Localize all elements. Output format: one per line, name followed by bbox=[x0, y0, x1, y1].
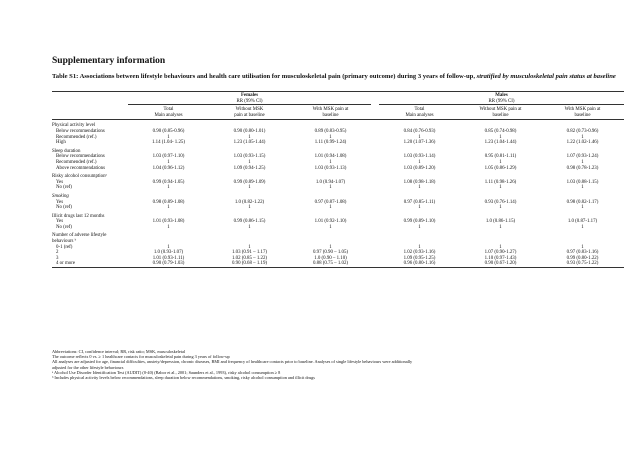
table-cell: 0.90 (0.68 – 1.19) bbox=[231, 261, 268, 267]
column-header bbox=[128, 105, 209, 120]
table-cell: 0.97 (0.83-1.16) bbox=[566, 250, 599, 256]
group-males bbox=[379, 92, 624, 104]
table-cell: 1 bbox=[329, 134, 332, 140]
table-cell: 0.99 (0.80-1.22) bbox=[566, 255, 599, 261]
column-header bbox=[460, 105, 541, 120]
section-title: Physical activity level bbox=[52, 123, 96, 129]
table-note: ᵇ Includes physical activity levels below recommendations, sleep duration below recommendations, smoking, risky alcohol consumption and illicit drugs bbox=[52, 375, 315, 381]
table-cell: 1.11 (0.98-1.26) bbox=[484, 179, 517, 185]
table-cell: 0.98 (0.82-1.17) bbox=[566, 199, 599, 205]
table-notes bbox=[52, 349, 624, 380]
table-cell: 1.10 (0.97-1.43) bbox=[484, 255, 517, 261]
row-label: Recommended (ref.) bbox=[56, 159, 97, 165]
column-header bbox=[541, 105, 624, 120]
table-cell: 0.99 (0.86-1.15) bbox=[233, 219, 266, 225]
table-cell: 0.99 (0.89-1.09) bbox=[233, 179, 266, 185]
table-cell: 1.09 (0.94-1.25) bbox=[233, 165, 266, 171]
table-cell: 1 bbox=[248, 205, 251, 211]
row-label: 0-1 (ref) bbox=[56, 244, 73, 250]
section-header-row bbox=[52, 120, 624, 129]
column-header-line1: Total bbox=[163, 107, 174, 113]
table-cell: 1 bbox=[248, 134, 251, 140]
table-cell: 1.23 (1.05-1.44) bbox=[233, 140, 266, 146]
table-cell: 1.01 (0.93-1.08) bbox=[152, 219, 185, 225]
table-caption bbox=[52, 73, 622, 81]
table-cell: 0.89 (0.83-0.95) bbox=[314, 128, 347, 134]
column-header-line2: Main analyses bbox=[405, 112, 434, 118]
column-header-line1: Without MSK pain at bbox=[479, 107, 522, 113]
table-cell: 1.07 (0.90-1.27) bbox=[484, 250, 517, 256]
row-label: Yes bbox=[56, 219, 64, 225]
table-cell: 1 bbox=[581, 205, 584, 211]
row-label: Yes bbox=[56, 199, 64, 205]
table-cell: 0.97 (0.90 – 1.05) bbox=[312, 250, 349, 256]
table-cell: 1.07 (0.93-1.24) bbox=[566, 154, 599, 160]
section-header-row bbox=[52, 171, 624, 180]
row-label: 4 or more bbox=[56, 261, 76, 267]
table-cell: 0.95 (0.81-1.11) bbox=[484, 154, 517, 160]
table-cell: 1 bbox=[418, 205, 421, 211]
table-cell: 1 bbox=[418, 185, 421, 191]
table-cell: 1.22 (1.02-1.46) bbox=[566, 140, 599, 146]
table-cell: 0.93 (0.75-1.22) bbox=[566, 261, 599, 267]
table-cell: 1 bbox=[581, 134, 584, 140]
table-cell: 0.90 (0.79-1.03) bbox=[152, 261, 185, 267]
column-header-line1: With MSK pain at bbox=[312, 107, 349, 113]
table-cell: 1.01 (0.92-1.10) bbox=[314, 219, 347, 225]
table-cell: 1.03 (0.93-1.13) bbox=[314, 165, 347, 171]
table-cell: 1 bbox=[499, 205, 502, 211]
table-note: Abbreviations: CI, confidence interval; RR, risk ratio; MSK, musculoskeletal bbox=[52, 349, 186, 354]
table-cell: 1 bbox=[329, 185, 332, 191]
table-cell: 1.11 (0.99-1.24) bbox=[314, 140, 347, 146]
column-header bbox=[379, 105, 460, 120]
section-header-row bbox=[52, 191, 624, 200]
table-cell: 1.08 (0.98-1.18) bbox=[403, 179, 436, 185]
table-cell: 1.01 (0.94-1.08) bbox=[314, 154, 347, 160]
group-title: Females bbox=[240, 93, 259, 98]
table-cell: 1.0 (0.90 – 1.10) bbox=[314, 255, 347, 261]
table-cell: 1 bbox=[167, 224, 170, 230]
table-cell: 1 bbox=[248, 159, 251, 165]
caption-emphasis: stratified by musculoskeletal pain status at baseline bbox=[476, 73, 616, 80]
table-cell: 1 bbox=[499, 134, 502, 140]
section-title: Risky alcohol consumptionᵃ bbox=[52, 174, 107, 180]
table-cell: 0.88 (0.75 – 1.02) bbox=[312, 261, 349, 267]
table-cell: 1.0 (0.87-1.17) bbox=[567, 219, 598, 225]
row-label: Above recommendations bbox=[56, 165, 106, 171]
column-header bbox=[209, 105, 290, 120]
table-cell: 0.98 (0.78-1.23) bbox=[566, 165, 599, 171]
row-label: 3 bbox=[56, 255, 59, 261]
table-cell: 0.93 (0.76-1.14) bbox=[484, 199, 517, 205]
table-cell: 1.03 (0.97-1.10) bbox=[152, 154, 185, 160]
group-females bbox=[128, 92, 371, 104]
table-cell: 1 bbox=[499, 159, 502, 165]
table-note: ᵃ Alcohol Use Disorder Identification Test (AUDIT) (0-40) (Babor et al., 2001; Saunders et al., 1993), risky alcohol consumption ≥ 8 bbox=[52, 369, 281, 375]
row-label: No (ref) bbox=[56, 205, 72, 211]
table-cell: 0.99 (0.89-1.10) bbox=[403, 219, 436, 225]
table-cell: 0.84 (0.76-0.93) bbox=[403, 128, 436, 134]
table-cell: 1.03 (0.89-1.20) bbox=[403, 165, 436, 171]
page-heading: Supplementary information bbox=[52, 56, 166, 66]
group-subtitle: RR (99% CI) bbox=[236, 98, 263, 104]
group-title: Males bbox=[495, 93, 508, 98]
table-cell: 1 bbox=[167, 205, 170, 211]
table-cell: 1 bbox=[248, 185, 251, 191]
section-header-row bbox=[52, 211, 624, 220]
table-cell: 0.90 (0.85-0.96) bbox=[152, 128, 185, 134]
table-cell: 1.03 (0.93-1.15) bbox=[233, 154, 266, 160]
column-header-line2: Main analyses bbox=[154, 112, 183, 118]
table-cell: 1 bbox=[329, 159, 332, 165]
table-cell: 0.97 (0.85-1.11) bbox=[403, 199, 436, 205]
table-cell: 1 bbox=[418, 224, 421, 230]
table-note: adjusted for the other lifestyle behaviours bbox=[52, 364, 124, 370]
table-cell: 1 bbox=[329, 205, 332, 211]
table-cell: 1.02 (0.93-1.16) bbox=[403, 250, 436, 256]
table-cell: 1.02 (0.85 – 1.22) bbox=[231, 255, 268, 261]
column-header-line2: pain at baseline bbox=[234, 112, 265, 118]
table-cell: 1 bbox=[248, 224, 251, 230]
table-cell: 1.03 (0.88-1.15) bbox=[566, 179, 599, 185]
table-cell: 1 bbox=[499, 185, 502, 191]
table-cell: 1.14 (1.04- 1.25) bbox=[151, 140, 185, 146]
table-cell: 1.0 (0.93-1.07) bbox=[153, 250, 184, 256]
row-label: No (ref) bbox=[56, 224, 72, 230]
table-cell: 1.0 (0.82-1.22) bbox=[234, 199, 265, 205]
table-cell: 1.09 (0.95-1.25) bbox=[403, 255, 436, 261]
table-cell: 1.03 (0.91 – 1.17) bbox=[231, 250, 268, 256]
table-cell: 0.97 (0.87-1.08) bbox=[314, 199, 347, 205]
table-note: The outcome reflects 0 vs. ≥ 1 healthcare contacts for musculoskeletal pain during 3 years of follow-up bbox=[52, 354, 230, 360]
table-cell: 1 bbox=[329, 224, 332, 230]
row-label: Yes bbox=[56, 179, 64, 185]
table-cell: 1.0 (0.94-1.07) bbox=[315, 179, 346, 185]
table-cell: 1 bbox=[248, 244, 251, 250]
table-cell: 1.20 (1.07-1.36) bbox=[403, 140, 436, 146]
section-title: Illicit drugs last 12 months bbox=[52, 213, 105, 219]
table-cell: 0.85 (0.74-0.98) bbox=[484, 128, 517, 134]
group-subtitle: RR (99% CI) bbox=[488, 98, 515, 104]
table-cell: 1 bbox=[329, 244, 332, 250]
table-cell: 1 bbox=[499, 224, 502, 230]
table-cell: 0.96 (0.80-1.16) bbox=[403, 261, 436, 267]
section-header-row bbox=[52, 146, 624, 155]
table-cell: 0.82 (0.73-0.96) bbox=[566, 128, 599, 134]
table-cell: 0.99 (0.94-1.05) bbox=[152, 179, 185, 185]
table-cell: 1 bbox=[167, 159, 170, 165]
row-label: High bbox=[56, 140, 66, 146]
table-cell: 0.98 (0.89-1.08) bbox=[152, 199, 185, 205]
table-cell: 1 bbox=[167, 134, 170, 140]
section-title: Sleep duration bbox=[52, 148, 81, 154]
table-cell: 1 bbox=[581, 224, 584, 230]
table-cell: 1.05 (0.86-1.29) bbox=[484, 165, 517, 171]
row-label: Below recommendations bbox=[56, 128, 105, 134]
table-cell: 1 bbox=[581, 159, 584, 165]
table-cell: 1.23 (1.04-1.44) bbox=[484, 140, 517, 146]
section-header-row bbox=[52, 230, 624, 244]
table-cell: 1.04 (0.96-1.12) bbox=[152, 165, 185, 171]
section-title: Smoking bbox=[52, 193, 69, 199]
table-cell: 1 bbox=[418, 244, 421, 250]
column-header-line2: baseline bbox=[492, 112, 509, 118]
column-header-line1: Without MSK bbox=[235, 107, 264, 113]
results-table bbox=[52, 91, 624, 268]
table-cell: 1 bbox=[499, 244, 502, 250]
table-cell: 1 bbox=[167, 185, 170, 191]
row-label: No (ref) bbox=[56, 185, 72, 191]
table-cell: 1.01 (0.93-1.11) bbox=[152, 255, 185, 261]
table-cell: 1 bbox=[418, 134, 421, 140]
table-cell: 1 bbox=[418, 159, 421, 165]
row-label: Recommended (ref.) bbox=[56, 134, 97, 140]
table-cell: 1 bbox=[581, 244, 584, 250]
table-cell: 1 bbox=[167, 244, 170, 250]
table-cell: 0.90 (0.80-1.01) bbox=[233, 128, 266, 134]
column-header-line2: baseline bbox=[322, 112, 339, 118]
table-cell: 1.0 (0.86-1.15) bbox=[485, 219, 516, 225]
table-cell: 0.90 (0.67-1.20) bbox=[484, 261, 517, 267]
column-header-line1: With MSK pain at bbox=[564, 107, 601, 113]
column-header-line1: Total bbox=[414, 107, 425, 113]
table-cell: 1.03 (0.93-1.14) bbox=[403, 154, 436, 160]
table-cell: 1 bbox=[581, 185, 584, 191]
section-title: Number of adverse lifestyle behaviours ᵇ bbox=[52, 233, 107, 245]
row-label: 2 bbox=[56, 250, 59, 256]
table-note: All analyses are adjusted for age, financial difficulties, anxiety/depression, chronic diseases, BMI and frequency of healthcare contacts prior to baseline. Analyses of single lifestyle behaviours were additionally bbox=[52, 359, 413, 365]
caption-main: Table S1: Associations between lifestyle behaviours and health care utilisation for musculoskeletal pain (primary outcome) during 3 years of follow-up, bbox=[52, 73, 477, 80]
column-header bbox=[290, 105, 371, 120]
column-header-line2: baseline bbox=[574, 112, 591, 118]
row-label: Below recommendations bbox=[56, 154, 105, 160]
